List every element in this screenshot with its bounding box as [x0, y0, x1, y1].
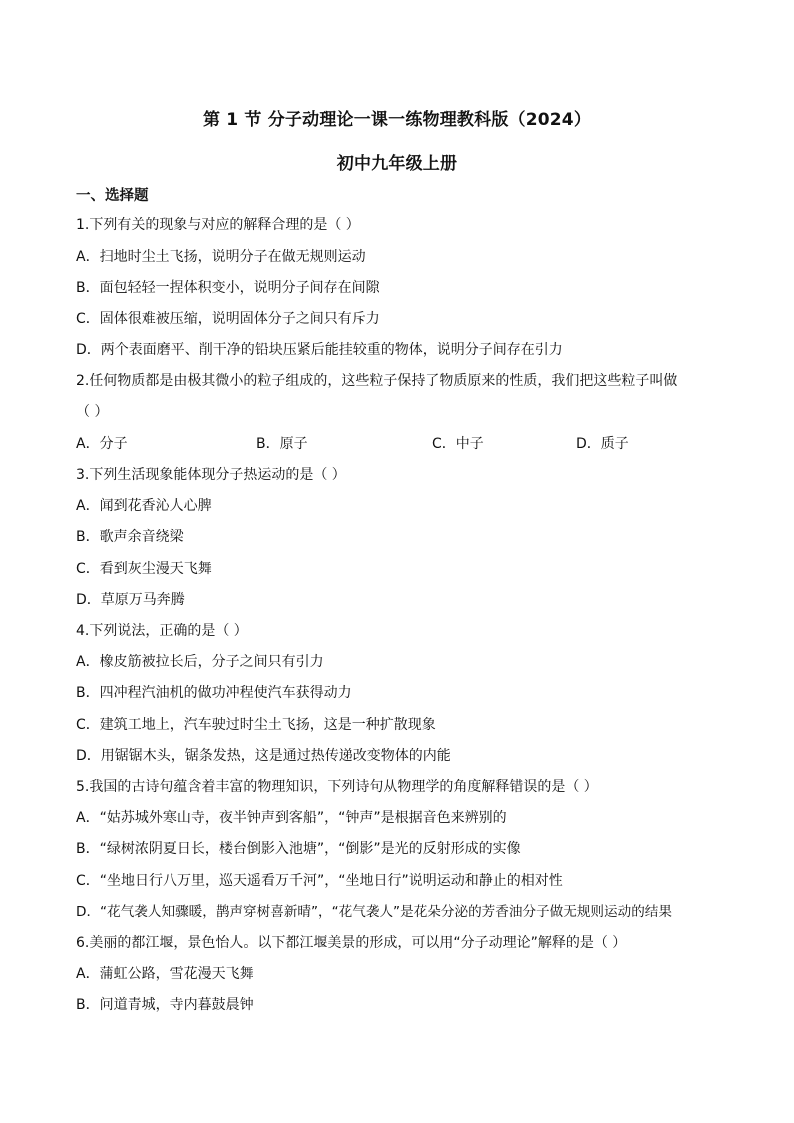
answer-option: C．建筑工地上，汽车驶过时尘土飞扬，这是一种扩散现象 [76, 717, 436, 733]
question-stem: 3.下列生活现象能体现分子热运动的是（ ） [76, 467, 346, 483]
answer-option: A．蒲虹公路，雪花漫天飞舞 [76, 966, 254, 982]
answer-option: A．闻到花香沁人心脾 [76, 498, 212, 514]
answer-option: B．问道青城，寺内暮鼓晨钟 [76, 997, 254, 1013]
answer-option: A．“姑苏城外寒山寺，夜半钟声到客船”，“钟声”是根据音色来辨别的 [76, 810, 507, 826]
answer-option: B．面包轻轻一捏体积变小，说明分子间存在间隙 [76, 280, 380, 296]
question-stem: 5.我国的古诗句蕴含着丰富的物理知识，下列诗句从物理学的角度解释错误的是（ ） [76, 779, 598, 795]
question-stem: 6.美丽的都江堰，景色怡人。以下都江堰美景的形成，可以用“分子动理论”解释的是（ ） [76, 935, 627, 951]
question-stem: 1.下列有关的现象与对应的解释合理的是（ ） [76, 217, 360, 233]
answer-option: D．用锯锯木头，锯条发热，这是通过热传递改变物体的内能 [76, 748, 451, 764]
answer-option: D．草原万马奔腾 [76, 592, 185, 608]
section-heading: 一、选择题 [76, 188, 149, 204]
answer-option: C．固体很难被压缩，说明固体分子之间只有斥力 [76, 311, 380, 327]
answer-option: B．原子 [256, 436, 308, 452]
answer-option: A．橡皮筋被拉长后，分子之间只有引力 [76, 654, 324, 670]
answer-option: C．“坐地日行八万里，巡天遥看万千河”，“坐地日行”说明运动和静止的相对性 [76, 873, 563, 889]
answer-option: D．两个表面磨平、削干净的铅块压紧后能挂较重的物体，说明分子间存在引力 [76, 342, 563, 358]
answer-option: B．“绿树浓阴夏日长，楼台倒影入池塘”，“倒影”是光的反射形成的实像 [76, 841, 521, 857]
question-stem: 4.下列说法，正确的是（ ） [76, 623, 248, 639]
question-stem: 2.任何物质都是由极其微小的粒子组成的，这些粒子保持了物质原来的性质，我们把这些粒子叫做 [76, 373, 678, 389]
answer-option: D．“花气袭人知骤暖，鹊声穿树喜新晴”，“花气袭人”是花朵分泌的芳香油分子做无规则运动的结果 [76, 904, 672, 920]
answer-option: A．扫地时尘土飞扬，说明分子在做无规则运动 [76, 249, 366, 265]
answer-option: C．看到灰尘漫天飞舞 [76, 561, 212, 577]
question-stem-continuation: （ ） [76, 404, 109, 420]
document-title: 第 1 节 分子动理论一课一练物理教科版（2024） [202, 110, 592, 130]
answer-option: A．分子 [76, 436, 128, 452]
answer-option: C．中子 [432, 436, 484, 452]
document-subtitle: 初中九年级上册 [336, 154, 458, 174]
answer-option: B．歌声余音绕梁 [76, 529, 184, 545]
answer-option: D．质子 [576, 436, 629, 452]
answer-option: B．四冲程汽油机的做功冲程使汽车获得动力 [76, 685, 352, 701]
